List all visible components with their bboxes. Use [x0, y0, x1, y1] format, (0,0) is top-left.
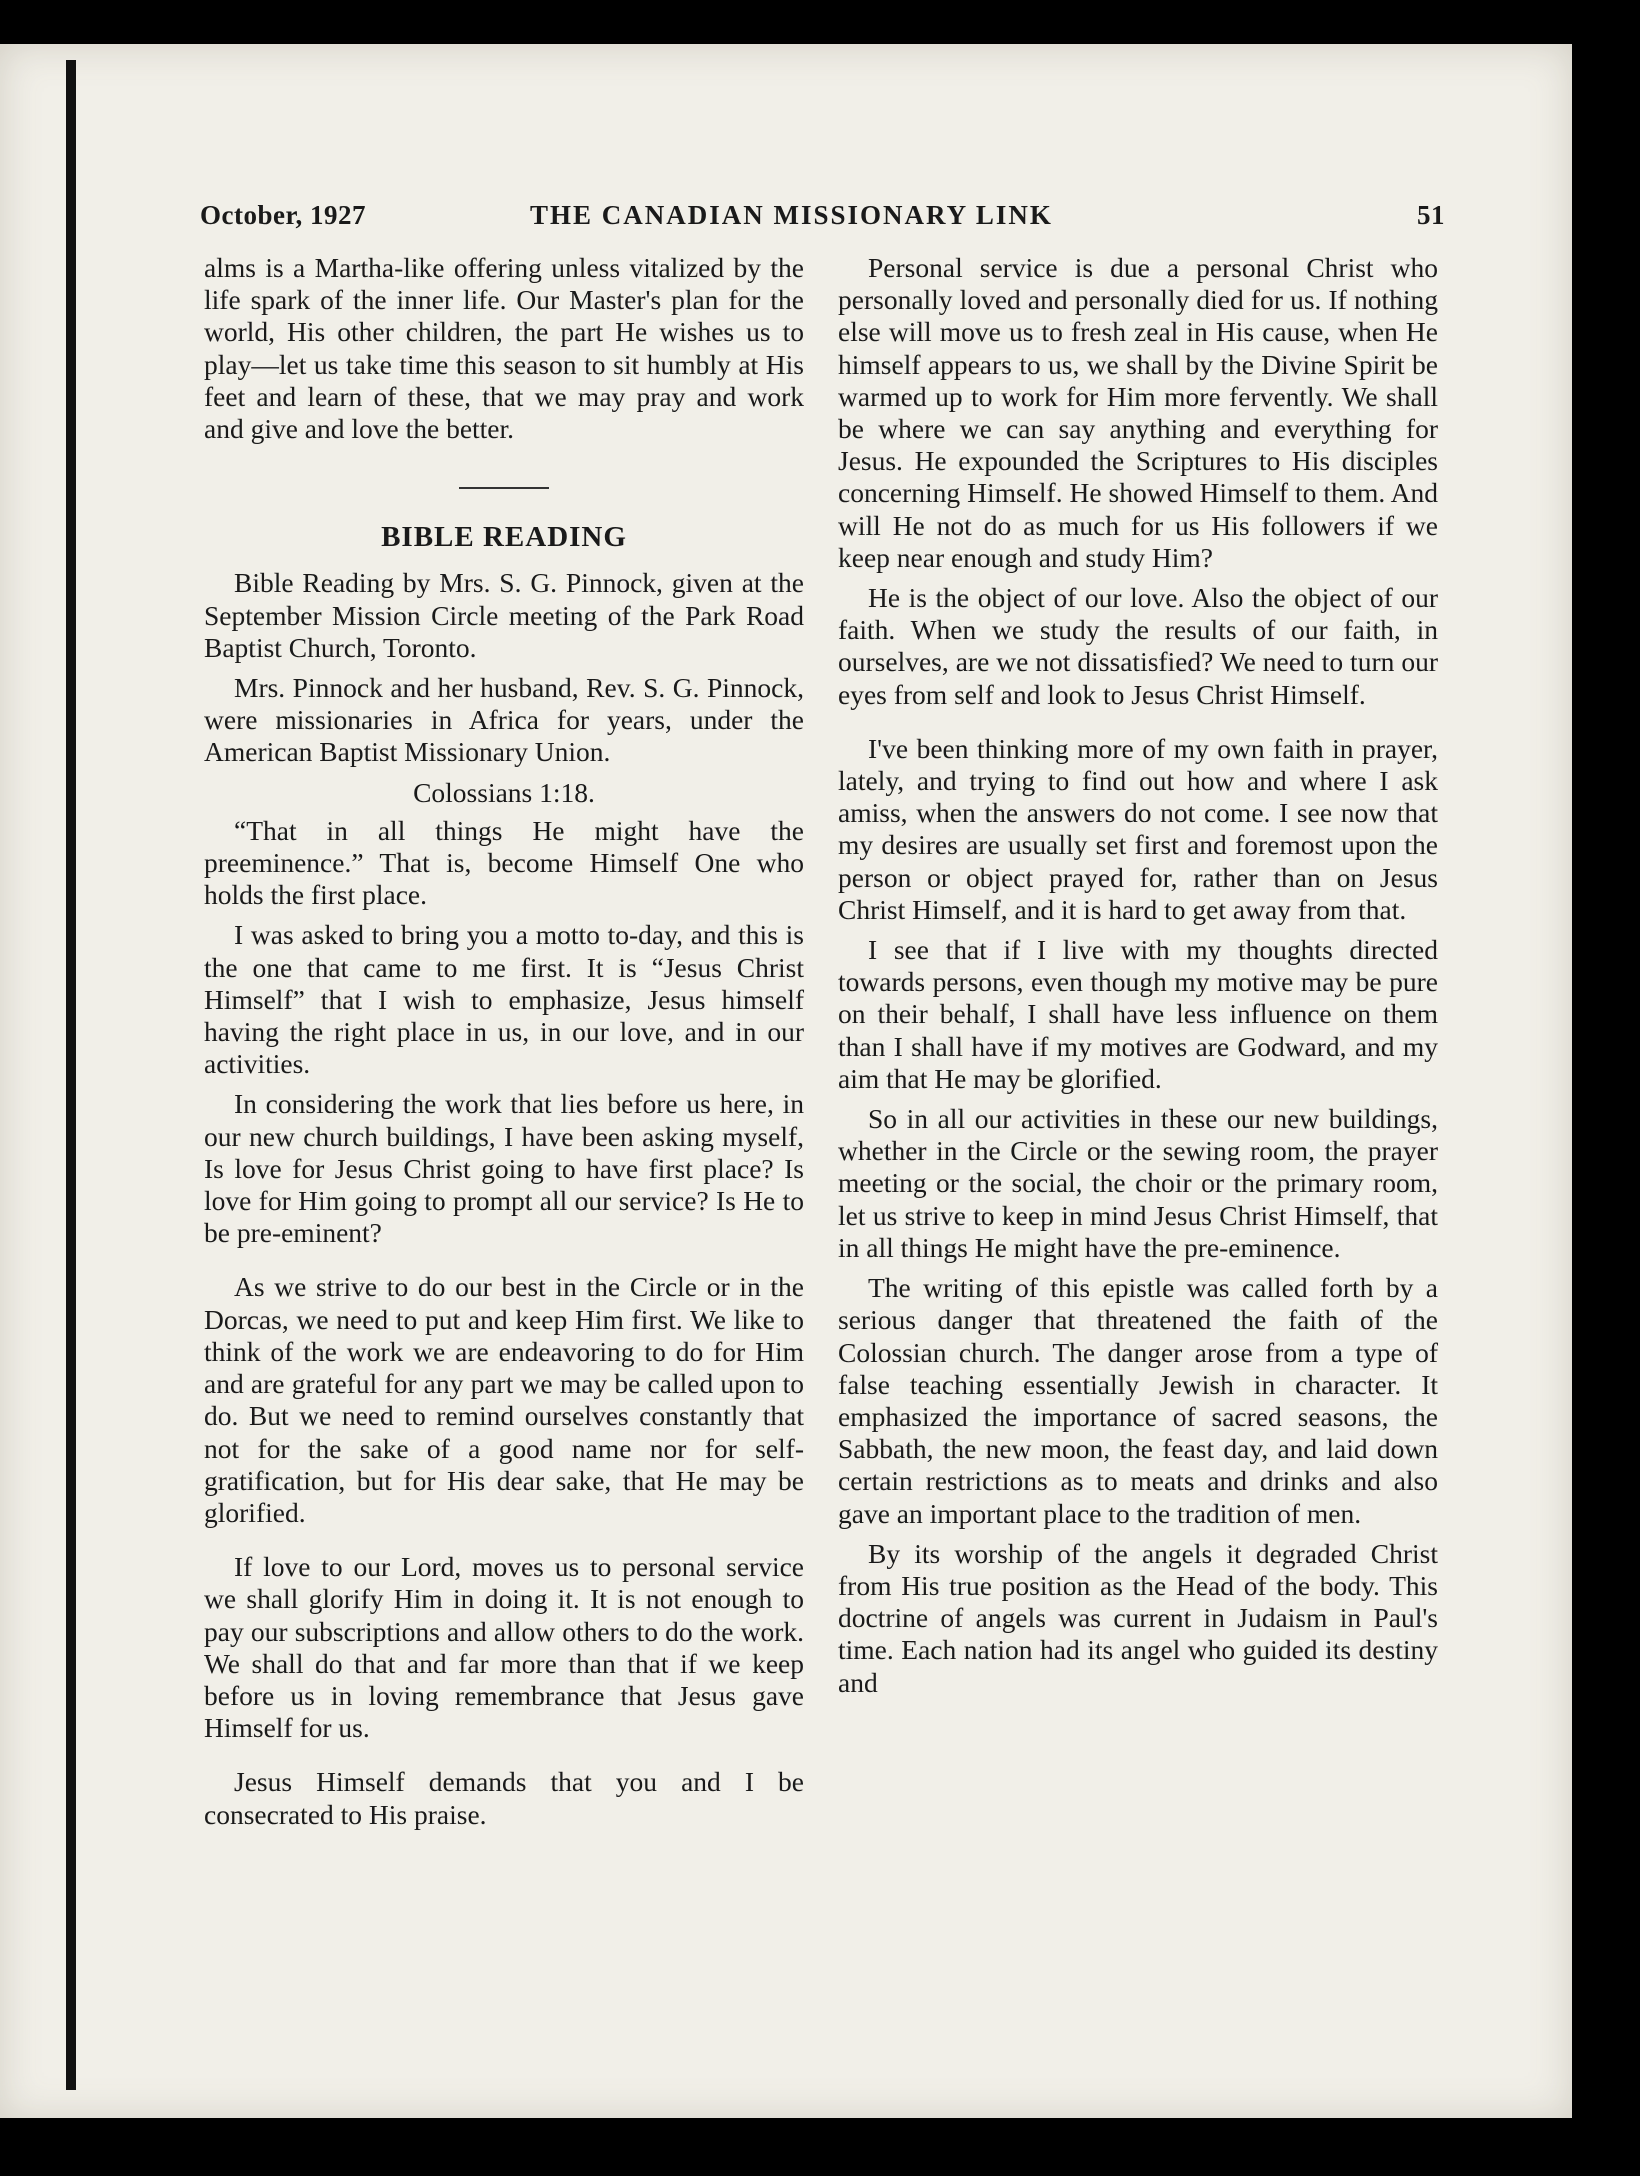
body-paragraph: Bible Reading by Mrs. S. G. Pinnock, given at the September Mission Circle meeting of the Park Road Baptist Church, Toronto.: [204, 567, 804, 663]
body-paragraph: As we strive to do our best in the Circle or in the Dorcas, we need to put and keep Him first. We like to think of the work we are endeavoring to do for Him and are grateful for any part we may be called upon to do. But we need to remind ourselves constantly that not for the sake of a good name nor for self-gratification, but for His dear sake, that He may be glorified.: [204, 1271, 804, 1528]
body-paragraph: “That in all things He might have the preeminence.” That is, become Himself One who holds the first place.: [204, 814, 804, 911]
body-paragraph: Personal service is due a personal Christ who personally loved and personally died for us. If nothing else will move us to fresh zeal in His cause, when He himself appears to us, we shall by the Divine Spirit be warmed up to work for Him more fervently. We shall be where we can say anything and everything for Jesus. He expounded the Scriptures to His disciples concerning Himself. He showed Himself to them. And will He not do as much for us His followers if we keep near enough and study Him?: [838, 252, 1438, 573]
binding-edge-line: [66, 60, 76, 2090]
section-separator: [459, 487, 549, 489]
body-paragraph: Jesus Himself demands that you and I be consecrated to His praise.: [204, 1766, 804, 1830]
header-title: THE CANADIAN MISSIONARY LINK: [530, 200, 1053, 230]
header-date: October, 1927: [200, 200, 366, 230]
body-paragraph: If love to our Lord, moves us to personal service we shall glorify Him in doing it. It is not enough to pay our subscriptions and allow others to do the work. We shall do that and far more than that if we keep before us in loving remembrance that Jesus gave Himself for us.: [204, 1551, 804, 1744]
section-heading: BIBLE READING: [381, 521, 627, 554]
header-page-number: 51: [1417, 200, 1445, 230]
body-paragraph: I see that if I live with my thoughts directed towards persons, even though my motive may be pure on their behalf, I shall have less influence on them than I shall have if my motives are Godward, and my aim that He may be glorified.: [838, 934, 1438, 1094]
scan-bottom-border: [0, 2118, 1640, 2176]
body-paragraph: The writing of this epistle was called forth by a serious danger that threatened the faith of the Colossian church. The danger arose from a type of false teaching essentially Jewish in character. It emphasized the importance of sacred seasons, the Sabbath, the new moon, the feast day, and laid down certain restrictions as to meats and drinks and also gave an important place to the tradition of men.: [838, 1272, 1438, 1529]
body-paragraph: I was asked to bring you a motto to-day, and this is the one that came to me first. It is “Jesus Christ Himself” that I wish to emphasize, Jesus himself having the right place in us, in our love, and in our activities.: [204, 919, 804, 1080]
intro-paragraph: alms is a Martha-like offering unless vitalized by the life spark of the inner life. Our Master's plan for the world, His other children, the part He wishes us to play—let us take time this season to sit humbly at His feet and learn of these, that we may pray and work and give and love the better.: [204, 252, 804, 445]
right-column: [838, 252, 1438, 1707]
body-paragraph: I've been thinking more of my own faith in prayer, lately, and trying to find out how and where I ask amiss, when the answers do not come. I see now that my desires are usually set first and foremost upon the person or object prayed for, rather than on Jesus Christ Himself, and it is hard to get away from that.: [838, 732, 1438, 925]
body-paragraph: He is the object of our love. Also the object of our faith. When we study the results of our faith, in ourselves, are we not dissatisfied? We need to turn our eyes from self and look to Jesus Christ Himself.: [838, 582, 1438, 710]
verse-reference: Colossians 1:18.: [413, 776, 595, 808]
body-paragraph: In considering the work that lies before us here, in our new church buildings, I have been asking myself, Is love for Jesus Christ going to have first place? Is love for Him going to prompt all our service? Is He to be pre-eminent?: [204, 1088, 804, 1249]
left-column: [204, 252, 804, 1839]
body-paragraph: Mrs. Pinnock and her husband, Rev. S. G. Pinnock, were missionaries in Africa for years, under the American Baptist Missionary Union.: [204, 672, 804, 768]
body-paragraph: So in all our activities in these our new buildings, whether in the Circle or the sewing room, the prayer meeting or the social, the choir or the primary room, let us strive to keep in mind Jesus Christ Himself, that in all things He might have the pre-eminence.: [838, 1103, 1438, 1263]
running-header: [200, 200, 1445, 240]
body-paragraph: By its worship of the angels it degraded Christ from His true position as the Head of the body. This doctrine of angels was current in Judaism in Paul's time. Each nation had its angel who guided its destiny and: [838, 1537, 1438, 1698]
